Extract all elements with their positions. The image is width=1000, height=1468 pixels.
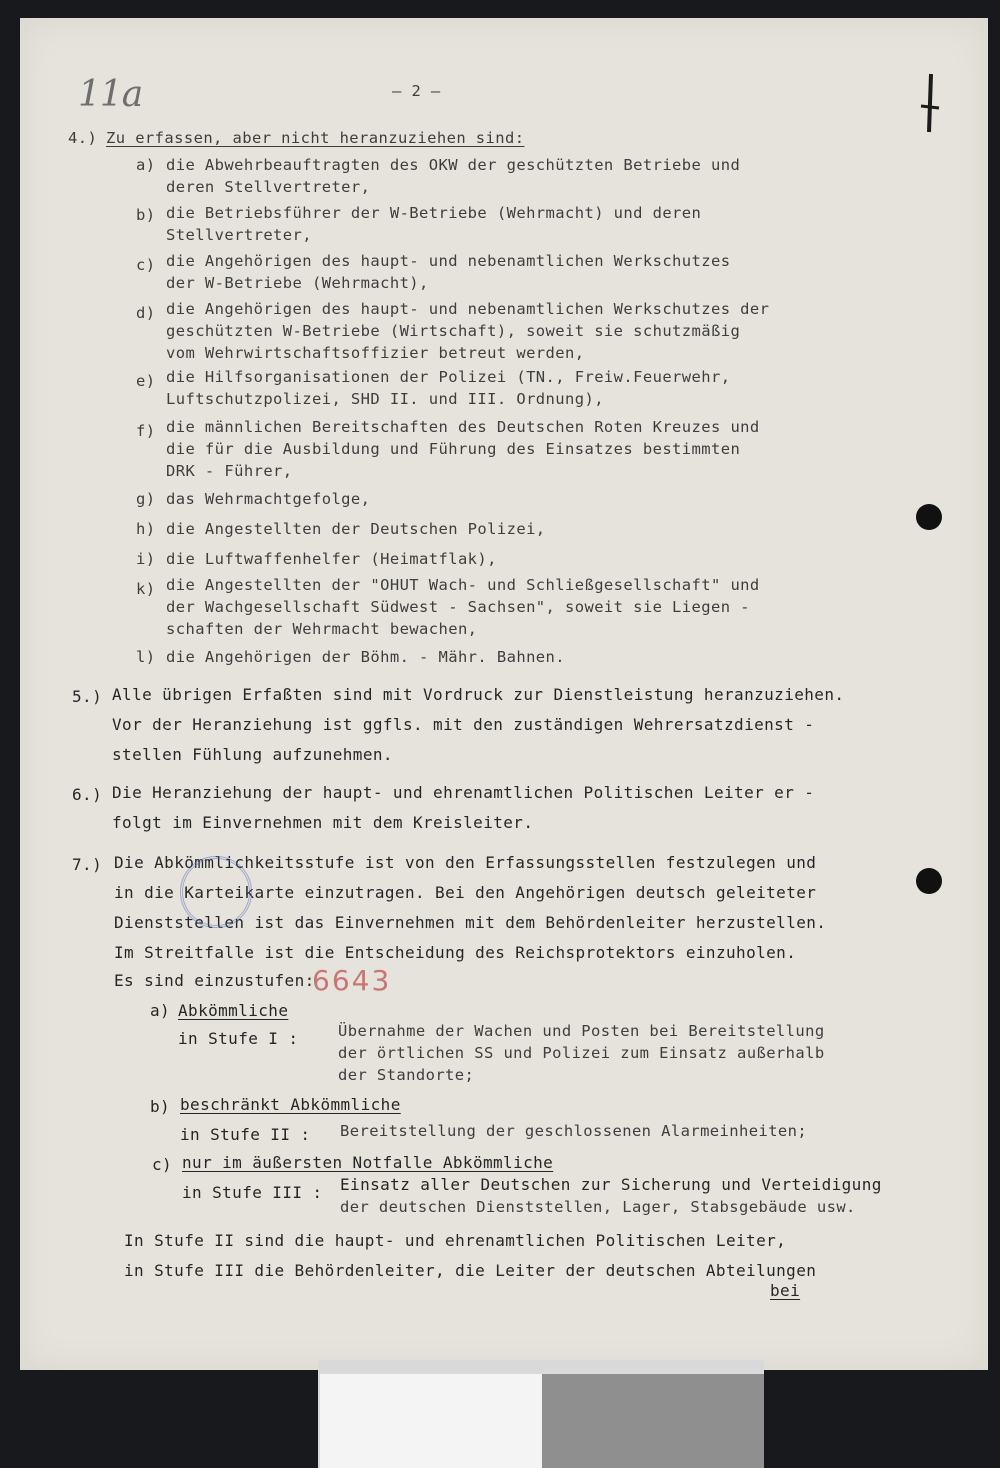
- item-line: Luftschutzpolizei, SHD II. und III. Ordnung),: [166, 390, 604, 408]
- item-label: l): [136, 648, 156, 666]
- item-label: d): [136, 304, 156, 322]
- level-b-line: Bereitstellung der geschlossenen Alarmeinheiten;: [340, 1122, 808, 1140]
- item-line: die Angestellten der Deutschen Polizei,: [166, 520, 546, 538]
- item-line: die Hilfsorganisationen der Polizei (TN., Freiw.Feuerwehr,: [166, 368, 731, 386]
- section-5-line: stellen Fühlung aufzunehmen.: [112, 745, 393, 764]
- item-line: die Angehörigen des haupt- und nebenamtlichen Werkschutzes der: [166, 300, 770, 318]
- item-label: c): [136, 256, 156, 274]
- item-label: k): [136, 580, 156, 598]
- level-b-label: b): [150, 1097, 171, 1116]
- item-line: die Angehörigen der Böhm. - Mähr. Bahnen.: [166, 648, 566, 666]
- item-line: die Betriebsführer der W-Betriebe (Wehrmacht) und deren: [166, 204, 702, 222]
- section-6-line: Die Heranziehung der haupt- und ehrenamtlichen Politischen Leiter er -: [112, 783, 815, 802]
- section-5-line: Alle übrigen Erfaßten sind mit Vordruck zur Dienstleistung heranzuziehen.: [112, 685, 845, 704]
- item-line: das Wehrmachtgefolge,: [166, 490, 371, 508]
- item-label: f): [136, 422, 156, 440]
- continuation-word: bei: [770, 1281, 801, 1300]
- punch-hole-icon: [916, 504, 942, 530]
- section-4-number: 4.): [68, 129, 98, 147]
- level-c-stufe: in Stufe III :: [182, 1183, 323, 1202]
- item-label: a): [136, 156, 156, 174]
- section-7-line: in die Karteikarte einzutragen. Bei den Angehörigen deutsch geleiteter: [114, 883, 817, 902]
- level-b-stufe: in Stufe II :: [180, 1125, 311, 1144]
- item-line: Stellvertreter,: [166, 226, 312, 244]
- level-a-line: der Standorte;: [338, 1066, 475, 1084]
- section-7-line: Im Streitfalle ist die Entscheidung des Reichsprotektors einzuholen.: [114, 943, 797, 962]
- level-c-line: Einsatz aller Deutschen zur Sicherung und Verteidigung: [340, 1175, 882, 1194]
- item-label: e): [136, 372, 156, 390]
- section-7-line: Es sind einzustufen:: [114, 971, 315, 990]
- item-line: die Abwehrbeauftragten des OKW der geschützten Betriebe und: [166, 156, 741, 174]
- section-7-line: Die Abkömmlichkeitsstufe ist von den Erfassungsstellen festzulegen und: [114, 853, 817, 872]
- document-page: [20, 18, 988, 1370]
- punch-hole-icon: [916, 868, 942, 894]
- level-a-label: a): [150, 1001, 171, 1020]
- item-label: i): [136, 550, 156, 568]
- item-label: g): [136, 490, 156, 508]
- section-6-number: 6.): [72, 785, 103, 804]
- item-line: die Angestellten der "OHUT Wach- und Schließgesellschaft" und: [166, 576, 760, 594]
- stamp-number: 6643: [312, 964, 392, 997]
- item-line: geschützten W-Betriebe (Wirtschaft), soweit sie schutzmäßig: [166, 322, 741, 340]
- item-line: vom Wehrwirtschaftsoffizier betreut werden,: [166, 344, 585, 362]
- archive-stamp-icon: [180, 856, 252, 928]
- item-label: h): [136, 520, 156, 538]
- level-c-label: c): [152, 1155, 173, 1174]
- level-a-line: Übernahme der Wachen und Posten bei Bereitstellung: [338, 1022, 825, 1040]
- level-a-line: der örtlichen SS und Polizei zum Einsatz außerhalb: [338, 1044, 825, 1062]
- item-line: die Luftwaffenhelfer (Heimatflak),: [166, 550, 497, 568]
- section-5-number: 5.): [72, 687, 103, 706]
- closing-line: in Stufe III die Behördenleiter, die Leiter der deutschen Abteilungen: [124, 1261, 817, 1280]
- section-7-line: Dienststellen ist das Einvernehmen mit dem Behördenleiter herzustellen.: [114, 913, 827, 932]
- item-line: DRK - Führer,: [166, 462, 293, 480]
- level-a-stufe: in Stufe I :: [178, 1029, 299, 1048]
- item-label: b): [136, 206, 156, 224]
- item-line: die Angehörigen des haupt- und nebenamtlichen Werkschutzes: [166, 252, 731, 270]
- item-line: schaften der Wehrmacht bewachen,: [166, 620, 478, 638]
- item-line: die für die Ausbildung und Führung des Einsatzes bestimmten: [166, 440, 741, 458]
- calibration-gray-patch: [542, 1374, 764, 1468]
- calibration-white-patch: [320, 1374, 542, 1468]
- level-c-line: der deutschen Dienststellen, Lager, Stabsgebäude usw.: [340, 1198, 856, 1216]
- closing-line: In Stufe II sind die haupt- und ehrenamtlichen Politischen Leiter,: [124, 1231, 787, 1250]
- level-c-name: nur im äußersten Notfalle Abkömmliche: [182, 1153, 554, 1172]
- item-line: deren Stellvertreter,: [166, 178, 371, 196]
- section-5-line: Vor der Heranziehung ist ggfls. mit den zuständigen Wehrersatzdienst -: [112, 715, 815, 734]
- level-b-name: beschränkt Abkömmliche: [180, 1095, 401, 1114]
- level-a-name: Abkömmliche: [178, 1001, 289, 1020]
- item-line: die männlichen Bereitschaften des Deutschen Roten Kreuzes und: [166, 418, 760, 436]
- page-number: – 2 –: [392, 82, 441, 100]
- item-line: der Wachgesellschaft Südwest - Sachsen", soweit sie Liegen -: [166, 598, 750, 616]
- handwritten-page-number: 11a: [78, 74, 143, 115]
- section-4-title: Zu erfassen, aber nicht heranzuziehen sind:: [106, 129, 525, 147]
- section-7-number: 7.): [72, 855, 103, 874]
- item-line: der W-Betriebe (Wehrmacht),: [166, 274, 429, 292]
- section-6-line: folgt im Einvernehmen mit dem Kreisleiter.: [112, 813, 534, 832]
- pen-mark-icon: [917, 72, 947, 134]
